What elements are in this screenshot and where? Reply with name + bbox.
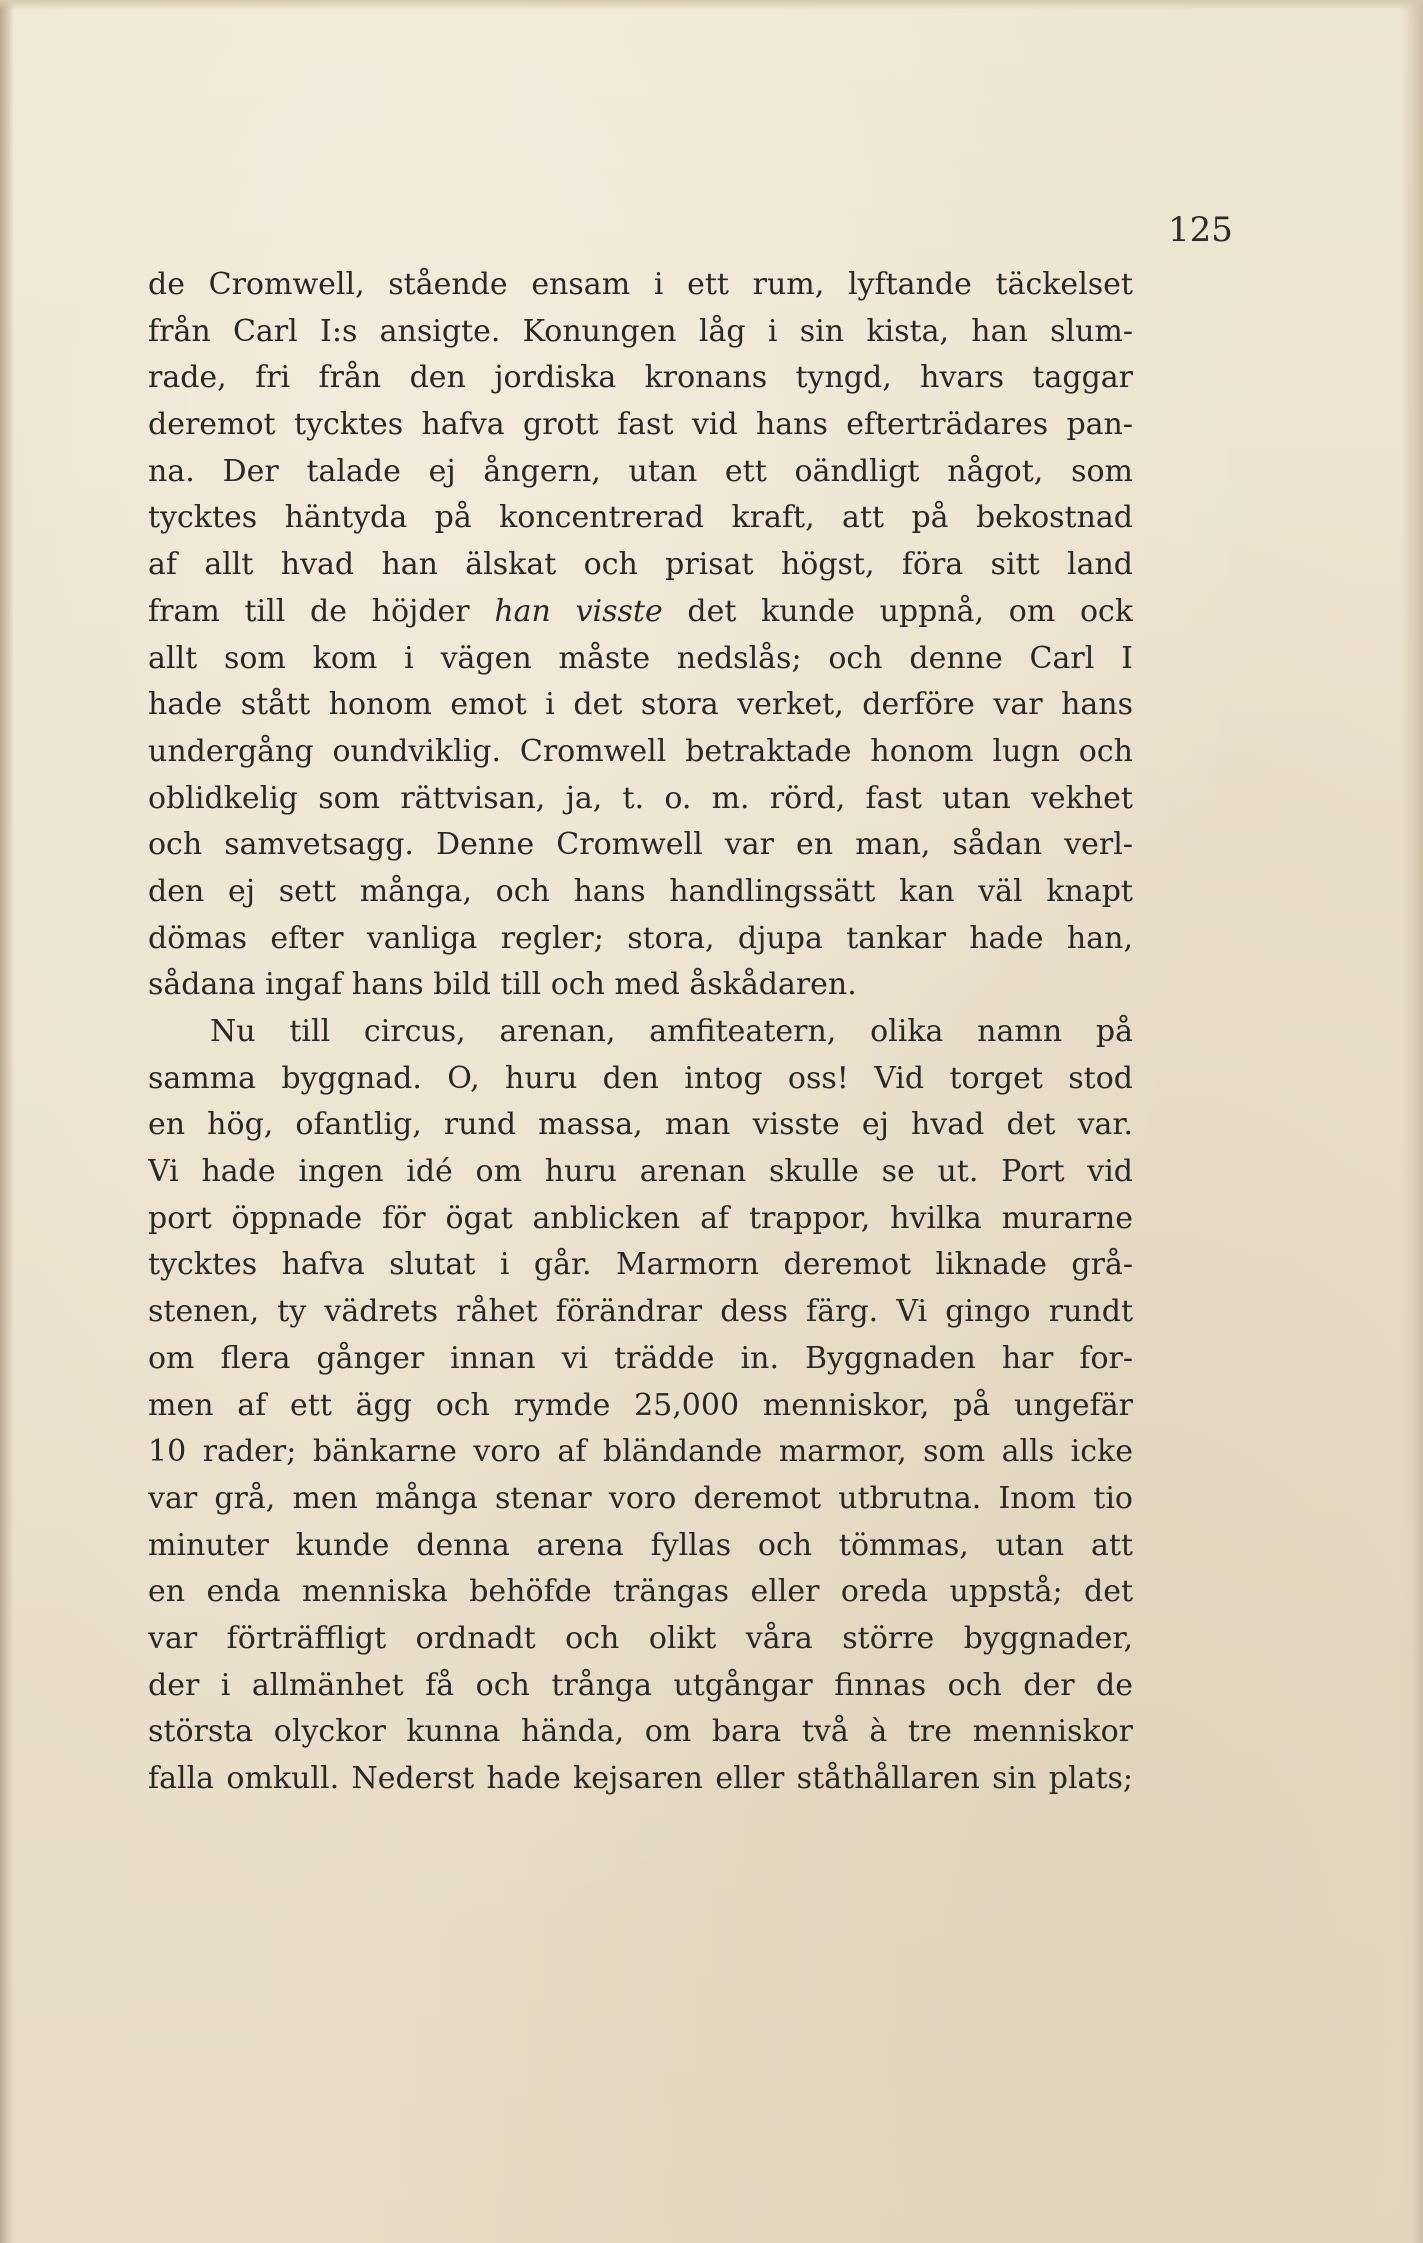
text-line: var grå, men många stenar voro deremot utbrutna. Inom tio (148, 1480, 1133, 1516)
text-line: dömas efter vanliga regler; stora, djupa tankar hade han, (148, 920, 1133, 956)
page-right-edge (1401, 0, 1423, 2243)
text-line: samma byggnad. O, huru den intog oss! Vid torget stod (148, 1060, 1133, 1096)
text-line: allt som kom i vägen måste nedslås; och denne Carl I (148, 640, 1133, 676)
page-number: 125 (1168, 210, 1233, 250)
text-line: en enda menniska behöfde trängas eller oreda uppstå; det (148, 1574, 1133, 1610)
text-line: en hög, ofantlig, rund massa, man visste ej hvad det var. (148, 1107, 1133, 1143)
text-segment: det kunde uppnå, om ock (662, 593, 1133, 629)
text-line: hade stått honom emot i det stora verket, derföre var hans (148, 687, 1133, 723)
text-line: der i allmänhet få och trånga utgångar finnas och der de (148, 1667, 1133, 1703)
body-text (148, 262, 1133, 1803)
text-line: falla omkull. Nederst hade kejsaren eller ståthållaren sin plats; (148, 1761, 1133, 1796)
text-line: na. Der talade ej ångern, utan ett oändligt något, som (148, 453, 1133, 489)
text-line: minuter kunde denna arena fyllas och tömmas, utan att (148, 1527, 1133, 1563)
text-line: var förträffligt ordnadt och olikt våra större byggnader, (148, 1620, 1133, 1656)
text-line: rade, fri från den jordiska kronans tyngd, hvars taggar (148, 360, 1133, 396)
text-line: största olyckor kunna hända, om bara två à tre menniskor (148, 1714, 1133, 1750)
text-line: om flera gånger innan vi trädde in. Byggnaden har for- (148, 1340, 1133, 1376)
text-line: från Carl I:s ansigte. Konungen låg i sin kista, han slum- (148, 313, 1133, 349)
text-line: 10 rader; bänkarne voro af bländande marmor, som alls icke (148, 1434, 1133, 1470)
text-line: den ej sett många, och hans handlingssätt kan väl knapt (148, 873, 1133, 909)
text-line: men af ett ägg och rymde 25,000 menniskor, på ungefär (148, 1387, 1133, 1423)
emphasized-text: han visste (494, 593, 663, 629)
text-line: och samvetsagg. Denne Cromwell var en man, sådan verl- (148, 827, 1133, 863)
text-line: port öppnade för ögat anblicken af trappor, hvilka murarne (148, 1200, 1133, 1236)
text-segment: fram till de höjder (148, 593, 495, 629)
text-line: deremot tycktes hafva grott fast vid hans efterträdares pan- (148, 407, 1133, 443)
text-line: sådana ingaf hans bild till och med åskådaren. (148, 967, 857, 1003)
text-line: af allt hvad han älskat och prisat högst, föra sitt land (148, 547, 1133, 583)
text-line: tycktes häntyda på koncentrerad kraft, att på bekostnad (148, 500, 1133, 536)
text-line: stenen, ty vädrets råhet förändrar dess färg. Vi gingo rundt (148, 1294, 1133, 1330)
text-line: tycktes hafva slutat i går. Marmorn deremot liknade grå- (148, 1247, 1133, 1283)
page-top-edge (0, 0, 1423, 10)
text-line: Nu till circus, arenan, amfiteatern, olika namn på (210, 1014, 1133, 1049)
text-line (148, 589, 1133, 636)
text-line: undergång oundviklig. Cromwell betraktade honom lugn och (148, 733, 1133, 769)
text-line: de Cromwell, stående ensam i ett rum, lyftande täckelset (148, 267, 1133, 302)
text-line: oblidkelig som rättvisan, ja, t. o. m. rörd, fast utan vekhet (148, 780, 1133, 816)
text-line: Vi hade ingen idé om huru arenan skulle se ut. Port vid (148, 1154, 1133, 1190)
page-left-edge (0, 0, 14, 2243)
